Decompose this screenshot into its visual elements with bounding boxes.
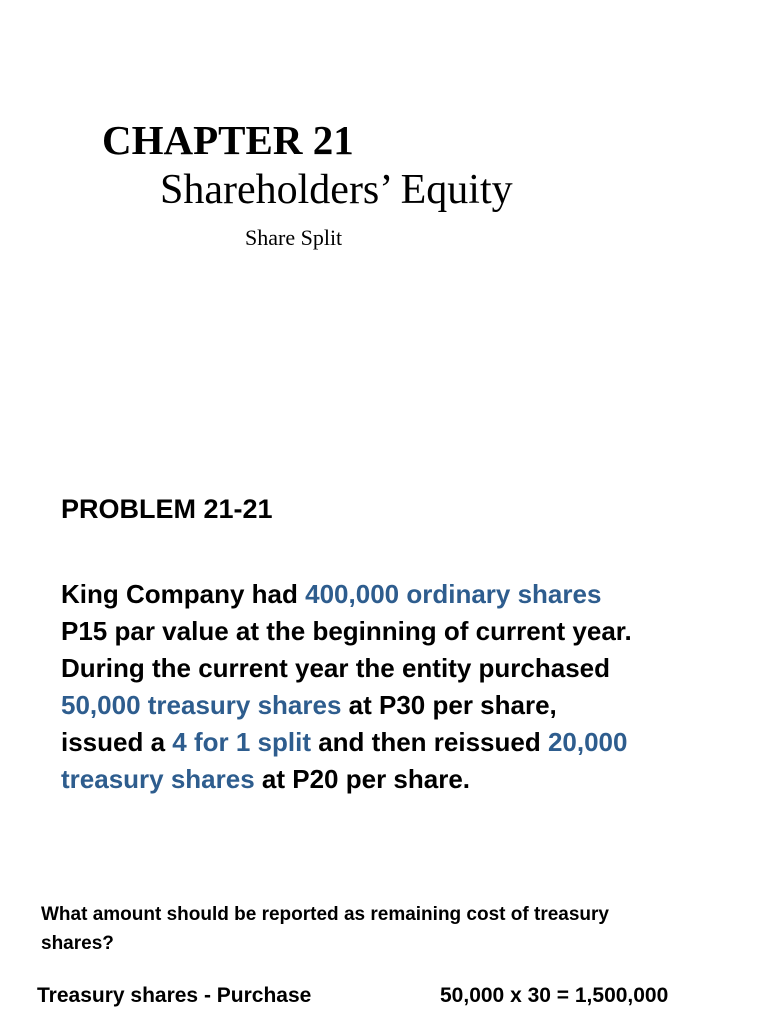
problem-line xyxy=(61,761,741,798)
problem-line xyxy=(61,650,741,687)
problem-text: at P20 per share. xyxy=(254,764,471,794)
question xyxy=(41,900,741,958)
problem-text: During the current year the entity purchased xyxy=(61,653,611,683)
problem-statement xyxy=(61,576,741,798)
problem-highlight: treasury shares xyxy=(61,764,255,794)
problem-text: and then reissued xyxy=(310,727,548,757)
chapter-topic: Share Split xyxy=(245,225,343,250)
problem-line xyxy=(61,724,741,761)
question-line: What amount should be reported as remaining cost of treasury xyxy=(41,904,609,925)
chapter-title: CHAPTER 21 xyxy=(102,117,354,163)
problem-line xyxy=(61,613,741,650)
answer-label: Treasury shares - Purchase xyxy=(37,984,312,1007)
problem-text: P15 par value at the beginning of current year. xyxy=(61,616,632,646)
problem-line xyxy=(61,687,741,724)
problem-text: issued a xyxy=(61,727,173,757)
problem-highlight: 20,000 xyxy=(547,727,628,757)
problem-highlight: 4 for 1 split xyxy=(172,727,311,757)
problem-highlight: 50,000 treasury shares xyxy=(61,690,342,720)
problem-text: at P30 per share, xyxy=(341,690,557,720)
problem-line xyxy=(61,576,741,613)
question-line: shares? xyxy=(41,933,114,954)
problem-highlight: 400,000 ordinary shares xyxy=(305,579,602,609)
answer-computation: 50,000 x 30 = 1,500,000 xyxy=(440,984,669,1007)
chapter-subtitle: Shareholders’ Equity xyxy=(160,167,513,213)
problem-text: King Company had xyxy=(61,579,306,609)
problem-heading: PROBLEM 21-21 xyxy=(61,494,273,524)
